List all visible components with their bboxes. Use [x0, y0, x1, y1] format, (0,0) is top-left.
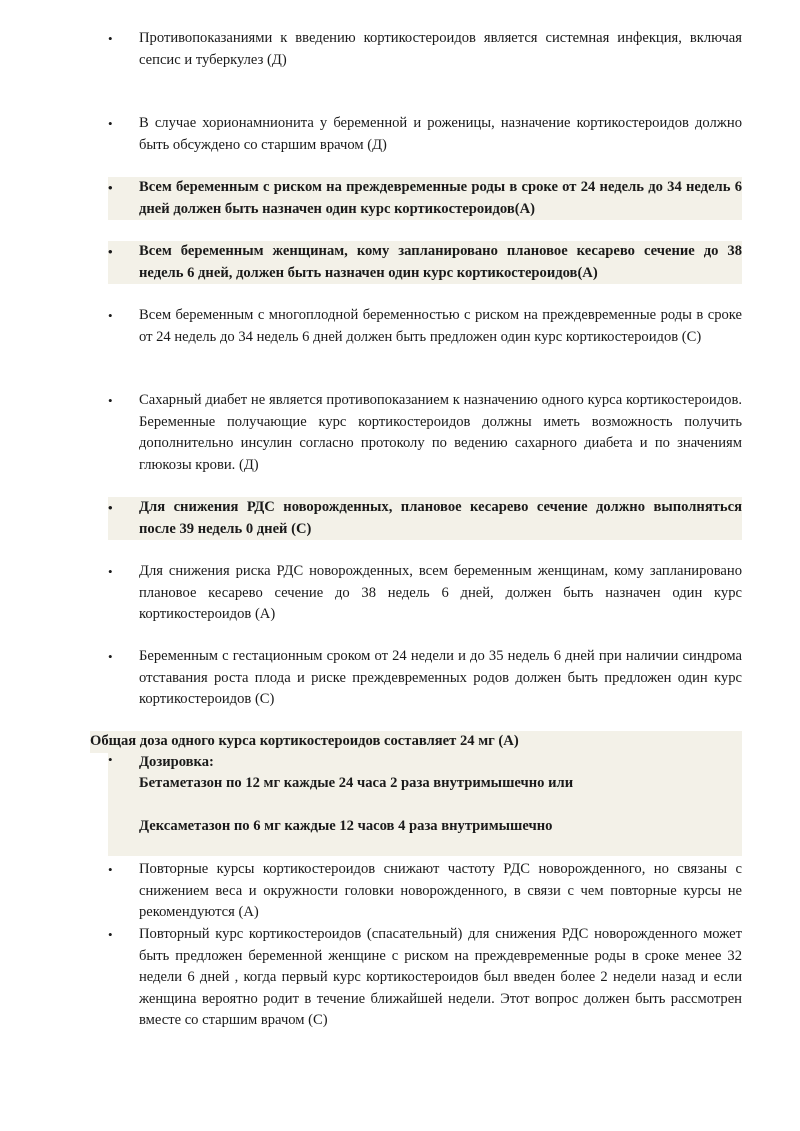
list-item	[108, 924, 742, 1032]
bullet-icon: •	[108, 862, 113, 877]
bullet-icon: •	[108, 564, 113, 579]
dosage-line-betamethasone: Бетаметазон по 12 мг каждые 24 часа 2 раза внутримышечно или	[139, 775, 574, 791]
bullet-icon: •	[108, 116, 113, 131]
item-text: Повторный курс кортикостероидов (спасательный) для снижения РДС новорожденного может быть предложен беременной женщине с риском на преждевременные роды в сроке менее 32 недели 6 дней , когда первый курс кортикостероидов был введен более 2 недели назад и если женщина вероятно родит в течение ближайшей недели. Этот вопрос должен быть рассмотрен вместе со старшим врачом (С)	[139, 926, 742, 1029]
list-item-highlighted	[108, 177, 742, 220]
item-text: Беременным с гестационным сроком от 24 недели и до 35 недель 6 дней при наличии синдрома отставания роста плода и риске преждевременных родов должен быть предложен один курс кортикостероидов (С)	[139, 648, 742, 708]
bullet-icon: •	[108, 31, 113, 46]
bullet-icon: •	[108, 500, 113, 515]
list-item-highlighted	[108, 497, 742, 540]
dose-heading: Общая доза одного курса кортикостероидов составляет 24 мг (А)	[90, 731, 742, 753]
item-text: Всем беременным с многоплодной беременностью с риском на преждевременные роды в сроке от 24 недель до 34 недель 6 дней должен быть предложен один курс кортикостероидов (С)	[139, 307, 742, 345]
bullet-icon: •	[108, 244, 113, 259]
item-text: Сахарный диабет не является противопоказанием к назначению одного курса кортикостероидов. Беременные получающие курс кортикостероидов должны иметь возможность получить дополнительно инсулин согласно протоколу по ведению сахарного диабета и по значениям глюкозы крови. (Д)	[139, 392, 742, 473]
bullet-icon: •	[108, 649, 113, 664]
list-item	[108, 561, 742, 626]
item-text: Для снижения РДС новорожденных, плановое кесарево сечение должно выполняться после 39 недель 0 дней (С)	[139, 499, 742, 537]
list-item	[108, 859, 742, 924]
list-item	[108, 390, 742, 476]
list-item	[108, 305, 742, 348]
dosage-label: Дозировка:	[139, 754, 214, 770]
list-item	[108, 113, 742, 156]
list-item	[108, 28, 742, 71]
bullet-icon: •	[108, 927, 113, 942]
item-text: Для снижения риска РДС новорожденных, всем беременным женщинам, кому запланировано плановое кесарево сечение до 38 недель 6 дней, должен быть назначен один курс кортикостероидов (А)	[139, 563, 742, 623]
bullet-icon: •	[108, 308, 113, 323]
bullet-icon: •	[108, 752, 113, 767]
bullet-icon: •	[108, 393, 113, 408]
dosage-line-dexamethasone: Дексаметазон по 6 мг каждые 12 часов 4 раза внутримышечно	[139, 818, 553, 834]
bullet-icon: •	[108, 180, 113, 195]
item-text: В случае хорионамнионита у беременной и роженицы, назначение кортикостероидов должно быть обсуждено со старшим врачом (Д)	[139, 115, 742, 153]
list-item	[108, 646, 742, 711]
item-text: Повторные курсы кортикостероидов снижают частоту РДС новорожденного, но связаны с снижением веса и окружности головки новорожденного, в связи с чем повторные курсы не рекомендуются (А)	[139, 861, 742, 921]
item-text: Всем беременным женщинам, кому запланировано плановое кесарево сечение до 38 недель 6 дней, должен быть назначен один курс кортикостероидов(А)	[139, 243, 742, 281]
dosage-block	[108, 752, 742, 856]
item-text: Всем беременным с риском на преждевременные роды в сроке от 24 недель до 34 недель 6 дней должен быть назначен один курс кортикостероидов(А)	[139, 179, 742, 217]
list-item-highlighted	[108, 241, 742, 284]
item-text: Противопоказаниями к введению кортикостероидов является системная инфекция, включая сепсис и туберкулез (Д)	[139, 30, 742, 68]
